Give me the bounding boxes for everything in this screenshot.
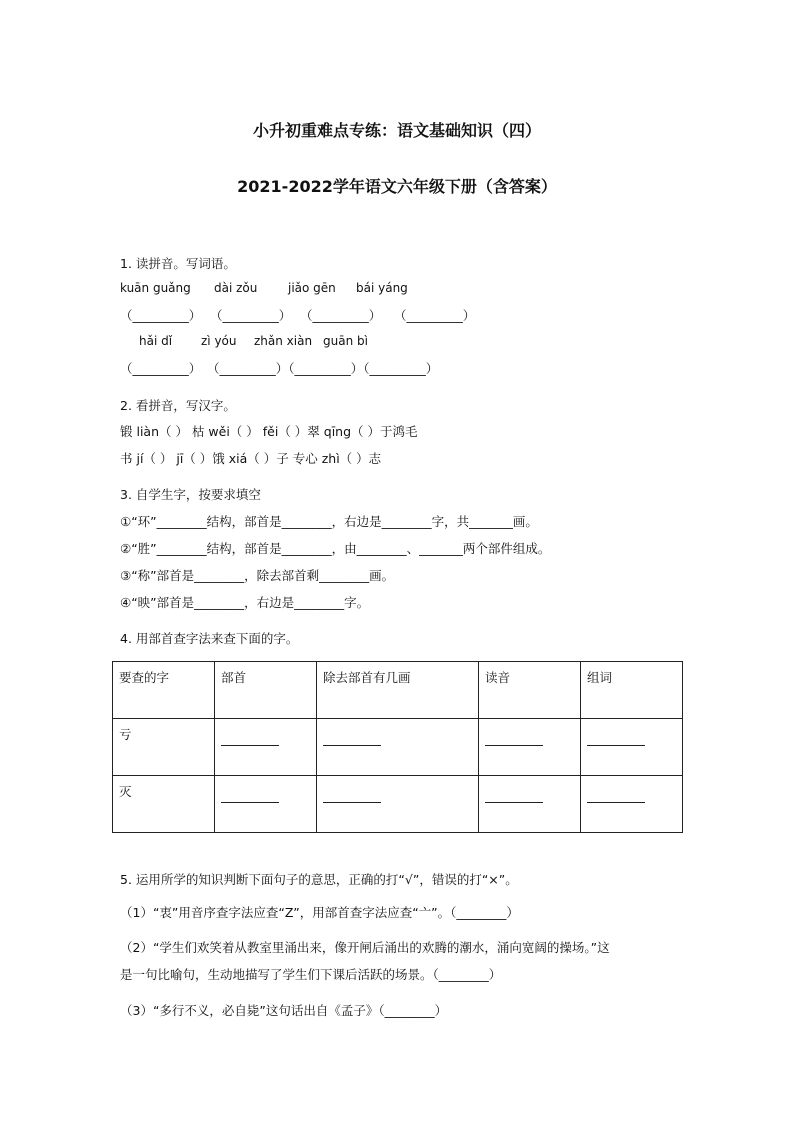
- table-row: [113, 719, 683, 776]
- table-header: 部首: [215, 662, 317, 719]
- table-cell-blank[interactable]: [479, 776, 581, 833]
- table-cell-blank[interactable]: [581, 719, 683, 776]
- q3-item-1[interactable]: ①“环”________结构，部首是________，右边是________字，共_______画。: [120, 514, 538, 529]
- q1-blank-5[interactable]: （_________）: [120, 361, 202, 376]
- table-header: 读音: [479, 662, 581, 719]
- table-header-row: [113, 662, 683, 719]
- q5-item-2-line-1: （2）“学生们欢笑着从教室里涌出来，像开闸后涌出的欢腾的潮水，涌向宽阔的操场。”这: [120, 940, 610, 955]
- q1-pinyin-3: jiǎo gēn: [288, 281, 336, 295]
- q5-item-1[interactable]: （1）“衷”用音序查字法应查“Z”，用部首查字法应查“亠”。（________）: [120, 905, 519, 920]
- q1-blank-6-8[interactable]: （_________）（_________）（_________）: [207, 361, 439, 376]
- answer-blank[interactable]: [221, 790, 279, 803]
- q4-heading: 4. 用部首查字法来查下面的字。: [120, 631, 299, 646]
- table-cell-char: 亏: [113, 719, 215, 776]
- answer-blank[interactable]: [485, 733, 543, 746]
- q3-item-2[interactable]: ②“胜”________结构，部首是________，由________、_______两个部件组成。: [120, 541, 551, 556]
- q1-pinyin-4: bái yáng: [356, 281, 408, 295]
- q5-item-3[interactable]: （3）“多行不义，必自毙”这句话出自《孟子》（________）: [120, 1003, 448, 1018]
- page-subtitle: 2021-2022学年语文六年级下册（含答案）: [237, 177, 557, 196]
- q1-heading: 1. 读拼音。写词语。: [120, 256, 236, 271]
- radical-lookup-table: [112, 661, 683, 833]
- q1-pinyin-1: kuān guǎng: [120, 281, 191, 295]
- table-header: 要查的字: [113, 662, 215, 719]
- q1-pinyin-5: hǎi dǐ: [139, 334, 173, 348]
- q1-pinyin-2: dài zǒu: [214, 281, 258, 295]
- answer-blank[interactable]: [323, 790, 381, 803]
- q2-row-2[interactable]: 书 jí（ ） jī（ ）饿 xiá（ ）子 专心 zhì（ ）志: [120, 451, 382, 466]
- q1-pinyin-7: zhǎn xiàn: [254, 334, 313, 348]
- q1-blank-4[interactable]: （_________）: [394, 308, 476, 323]
- table-cell-blank[interactable]: [479, 719, 581, 776]
- page-title: 小升初重难点专练：语文基础知识（四）: [252, 121, 541, 140]
- table-cell-blank[interactable]: [215, 719, 317, 776]
- table-cell-blank[interactable]: [317, 719, 479, 776]
- q1-pinyin-6: zì yóu: [201, 334, 237, 348]
- q3-item-4[interactable]: ④“映”部首是________，右边是________字。: [120, 595, 370, 610]
- table-header: 除去部首有几画: [317, 662, 479, 719]
- table-cell-blank[interactable]: [317, 776, 479, 833]
- q1-blank-2[interactable]: （_________）: [210, 308, 292, 323]
- q5-heading: 5. 运用所学的知识判断下面句子的意思，正确的打“√”，错误的打“×”。: [120, 872, 518, 887]
- answer-blank[interactable]: [221, 733, 279, 746]
- answer-blank[interactable]: [323, 733, 381, 746]
- table-cell-char: 灭: [113, 776, 215, 833]
- table-header: 组词: [581, 662, 683, 719]
- q1-blank-3[interactable]: （_________）: [300, 308, 382, 323]
- q1-pinyin-8: guān bì: [323, 334, 368, 348]
- table-row: [113, 776, 683, 833]
- q2-heading: 2. 看拼音，写汉字。: [120, 398, 236, 413]
- table-cell-blank[interactable]: [215, 776, 317, 833]
- table-cell-blank[interactable]: [581, 776, 683, 833]
- answer-blank[interactable]: [587, 790, 645, 803]
- q3-heading: 3. 自学生字，按要求填空: [120, 487, 261, 502]
- q5-item-2-line-2[interactable]: 是一句比喻句，生动地描写了学生们下课后活跃的场景。（________）: [120, 967, 502, 982]
- q3-item-3[interactable]: ③“称”部首是________，除去部首剩________画。: [120, 568, 395, 583]
- q2-row-1[interactable]: 锻 liàn（ ） 枯 wěi（ ） fěi（ ）翠 qīng（ ）于鸿毛: [120, 424, 418, 439]
- q1-blank-1[interactable]: （_________）: [120, 308, 202, 323]
- answer-blank[interactable]: [485, 790, 543, 803]
- answer-blank[interactable]: [587, 733, 645, 746]
